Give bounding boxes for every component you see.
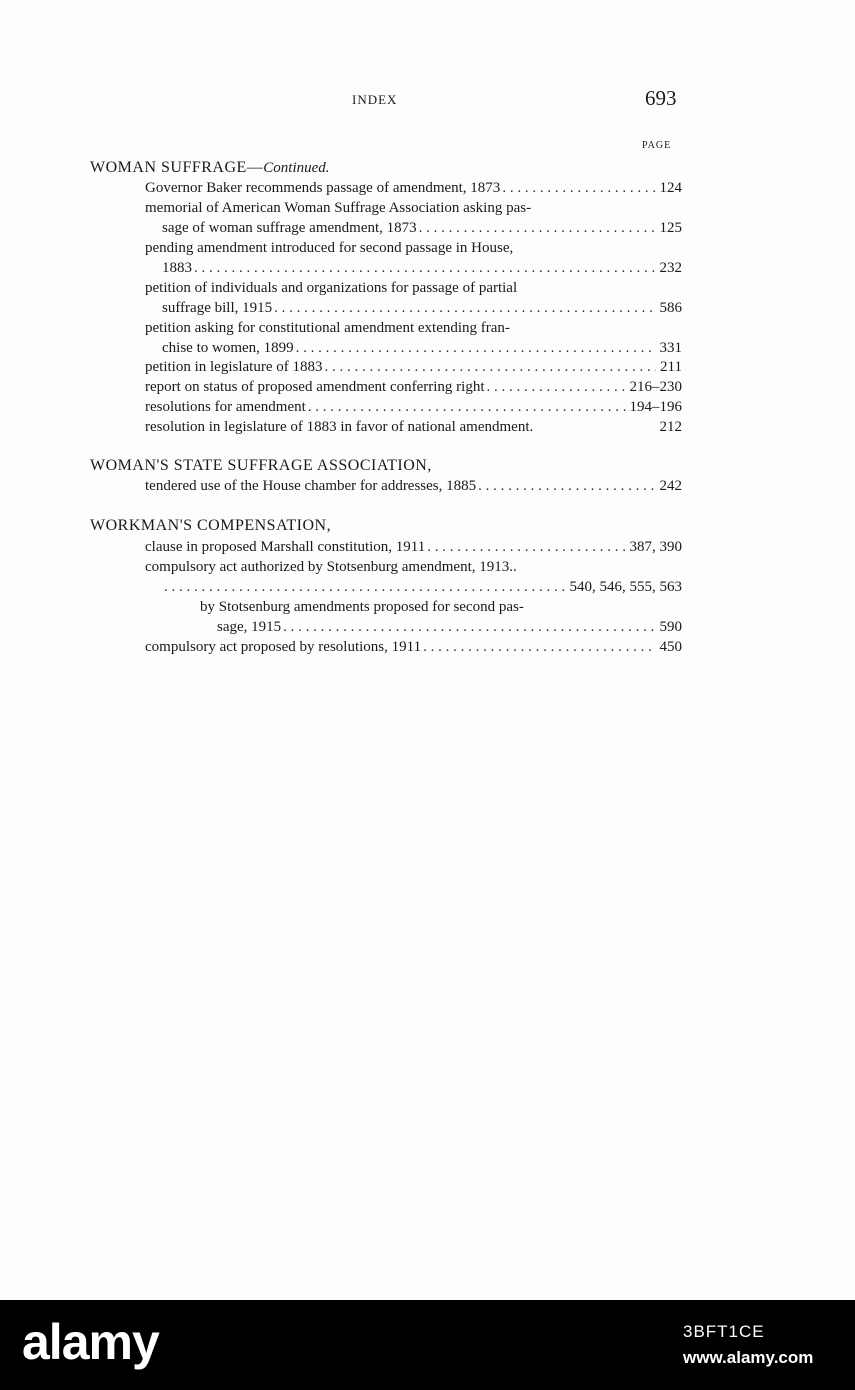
entry-compulsory-authorized-line1: compulsory act authorized by Stotsenburg amendment, 1913.. bbox=[145, 559, 517, 575]
entry-marshall-clause: clause in proposed Marshall constitution, 1911 . . . 387, 390 bbox=[145, 537, 682, 557]
heading-womans-state-suffrage: WOMAN'S STATE SUFFRAGE ASSOCIATION, bbox=[90, 457, 432, 474]
watermark-logo: alamy bbox=[22, 1314, 159, 1370]
entry-stotsenburg-line1: by Stotsenburg amendments proposed for second pas- bbox=[200, 599, 524, 615]
page-number: 693 bbox=[645, 86, 677, 110]
entry-compulsory-authorized-line2: . . . 540, 546, 555, 563 bbox=[162, 577, 682, 597]
running-header-title: INDEX bbox=[352, 92, 398, 107]
entry-pending-line1: pending amendment introduced for second passage in House, bbox=[145, 240, 514, 256]
entry-petition-legislature: petition in legislature of 1883 . . . 211 bbox=[145, 357, 682, 377]
entry-resolution-national: resolution in legislature of 1883 in favor of national amendment. 212 bbox=[145, 419, 682, 435]
watermark-url: www.alamy.com bbox=[683, 1348, 814, 1367]
entry-petition-constitutional-line2: chise to women, 1899 . . . 331 bbox=[162, 338, 682, 358]
entry-petition-partial-line1: petition of individuals and organizations for passage of partial bbox=[145, 280, 518, 296]
entry-memorial-line2: sage of woman suffrage amendment, 1873 . . . 125 bbox=[162, 218, 682, 238]
entry-pending-line2: 1883 . . . 232 bbox=[162, 258, 682, 278]
entry-tendered-use: tendered use of the House chamber for addresses, 1885 . . . 242 bbox=[145, 476, 682, 496]
entry-governor-baker: Governor Baker recommends passage of amendment, 1873 . . . 124 bbox=[145, 178, 682, 198]
entry-resolutions-amendment: resolutions for amendment . . . 194–196 bbox=[145, 397, 682, 417]
entry-petition-constitutional-line1: petition asking for constitutional amendment extending fran- bbox=[145, 320, 510, 336]
entry-stotsenburg-line2: sage, 1915 . . . 590 bbox=[217, 617, 682, 637]
entry-compulsory-resolutions: compulsory act proposed by resolutions, 1911 . . . 450 bbox=[145, 637, 682, 657]
heading-woman-suffrage: WOMAN SUFFRAGE—Continued. bbox=[90, 159, 330, 176]
entry-petition-partial-line2: suffrage bill, 1915 . . . 586 bbox=[162, 298, 682, 318]
watermark-image-id: 3BFT1CE bbox=[683, 1322, 765, 1341]
entry-memorial-line1: memorial of American Woman Suffrage Association asking pas- bbox=[145, 200, 532, 216]
entry-report-status: report on status of proposed amendment conferring right . . . 216–230 bbox=[145, 377, 682, 397]
heading-workmans-compensation: WORKMAN'S COMPENSATION, bbox=[90, 517, 332, 534]
page-column-label: PAGE bbox=[642, 140, 672, 151]
